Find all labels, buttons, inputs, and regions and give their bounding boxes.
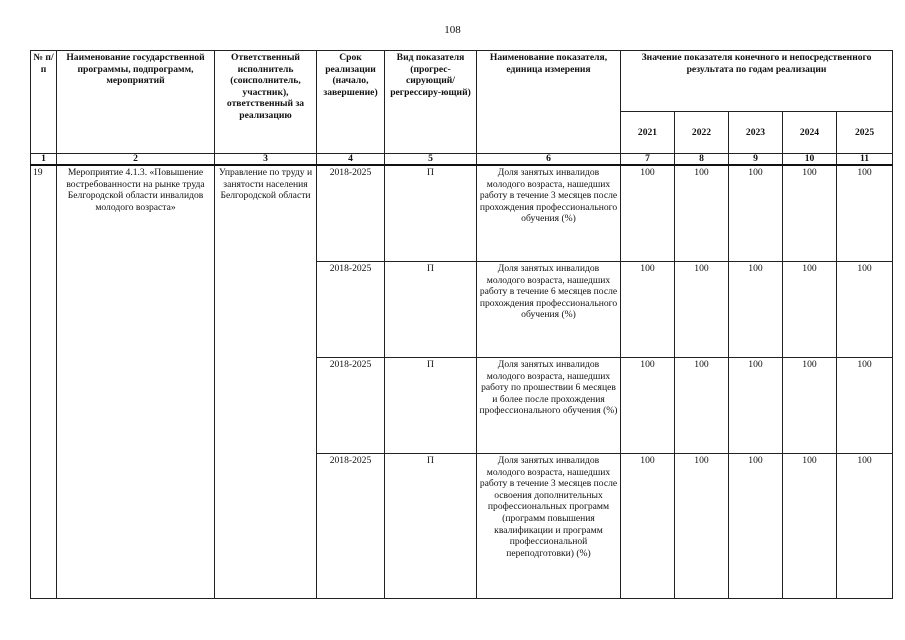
column-number-row (31, 154, 893, 166)
value-cell: 100 (729, 165, 783, 262)
value-cell: 100 (675, 358, 729, 454)
type-cell: П (385, 454, 477, 599)
type-cell: П (385, 262, 477, 358)
page-number: 108 (444, 24, 461, 36)
value-cell: 100 (837, 262, 893, 358)
column-number: 7 (621, 154, 675, 166)
column-number: 1 (31, 154, 57, 166)
indicator-name: Доля занятых инвалидов молодого возраста, нашедших работу в течение 6 месяцев после прохождения профессионального обучения (%) (477, 262, 621, 358)
value-cell: 100 (783, 165, 837, 262)
header-year: 2023 (729, 112, 783, 154)
indicator-name: Доля занятых инвалидов молодого возраста, нашедших работу в течение 3 месяцев после освоения дополнительных профессиональных программ (программ повышения квалификации и программ профессиональной переподготовки) (%) (477, 454, 621, 599)
value-cell: 100 (621, 262, 675, 358)
value-cell: 100 (675, 262, 729, 358)
header-values: Значение показателя конечного и непосредственного результата по годам реализации (621, 51, 893, 112)
value-cell: 100 (729, 262, 783, 358)
header-type: Вид показателя (прогрес-сирующий/ регрессиру-ющий) (385, 51, 477, 154)
column-number: 10 (783, 154, 837, 166)
term-cell: 2018-2025 (317, 165, 385, 262)
header-row (31, 51, 893, 112)
row-num: 19 (31, 165, 57, 599)
value-cell: 100 (675, 454, 729, 599)
column-number: 11 (837, 154, 893, 166)
measure-name: Мероприятие 4.1.3. «Повышение востребованности на рынке труда Белгородской области инвалидов молодого возраста» (57, 165, 215, 599)
header-term: Срок реализации (начало, завершение) (317, 51, 385, 154)
header-num: № п/п (31, 51, 57, 154)
responsible-executor: Управление по труду и занятости населения Белгородской области (215, 165, 317, 599)
indicator-name: Доля занятых инвалидов молодого возраста, нашедших работу по прошествии 6 месяцев и более после прохождения профессионального обучения (%) (477, 358, 621, 454)
term-cell: 2018-2025 (317, 358, 385, 454)
column-number: 2 (57, 154, 215, 166)
header-indicator: Наименование показателя, единица измерения (477, 51, 621, 154)
value-cell: 100 (621, 454, 675, 599)
header-year: 2022 (675, 112, 729, 154)
type-cell: П (385, 165, 477, 262)
value-cell: 100 (621, 165, 675, 262)
value-cell: 100 (837, 358, 893, 454)
column-number: 3 (215, 154, 317, 166)
header-year: 2024 (783, 112, 837, 154)
value-cell: 100 (729, 358, 783, 454)
header-year: 2021 (621, 112, 675, 154)
column-number: 5 (385, 154, 477, 166)
column-number: 6 (477, 154, 621, 166)
value-cell: 100 (783, 262, 837, 358)
value-cell: 100 (783, 454, 837, 599)
header-name: Наименование государственной программы, подпрограмм, мероприятий (57, 51, 215, 154)
type-cell: П (385, 358, 477, 454)
value-cell: 100 (837, 165, 893, 262)
header-year: 2025 (837, 112, 893, 154)
value-cell: 100 (729, 454, 783, 599)
column-number: 4 (317, 154, 385, 166)
value-cell: 100 (621, 358, 675, 454)
term-cell: 2018-2025 (317, 262, 385, 358)
header-responsible: Ответственный исполнитель (соисполнитель, участник), ответственный за реализацию (215, 51, 317, 154)
column-number: 9 (729, 154, 783, 166)
value-cell: 100 (837, 454, 893, 599)
value-cell: 100 (783, 358, 837, 454)
indicator-name: Доля занятых инвалидов молодого возраста, нашедших работу в течение 3 месяцев после прохождения профессионального обучения (%) (477, 165, 621, 262)
value-cell: 100 (675, 165, 729, 262)
term-cell: 2018-2025 (317, 454, 385, 599)
table-row (31, 165, 893, 262)
indicator-table (30, 50, 893, 599)
column-number: 8 (675, 154, 729, 166)
